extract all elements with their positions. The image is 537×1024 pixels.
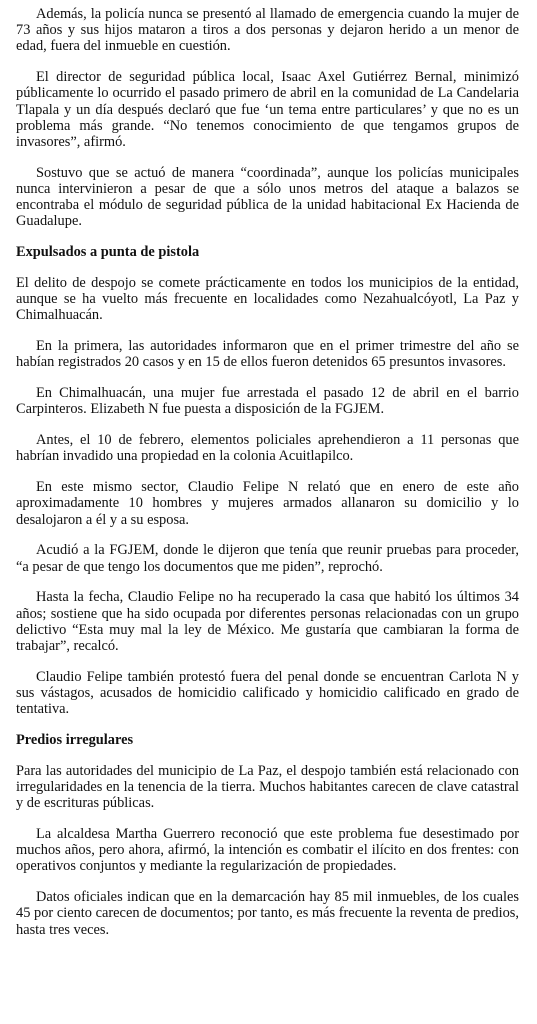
paragraph: En la primera, las autoridades informaron que en el primer trimestre del año se habían registrados 20 casos y en 15 de ellos fueron detenidos 65 presuntos invasores. (16, 338, 519, 371)
paragraph: Acudió a la FGJEM, donde le dijeron que tenía que reunir pruebas para proceder, “a pesar de que tengo los documentos que me piden”, reprochó. (16, 542, 519, 575)
paragraph: Antes, el 10 de febrero, elementos policiales aprehendieron a 11 personas que habrían invadido una propiedad en la colonia Acuitlapilco. (16, 432, 519, 465)
paragraph: En este mismo sector, Claudio Felipe N relató que en enero de este año aproximadamente 10 hombres y mujeres armados allanaron su domicilio y lo desalojaron a él y a su esposa. (16, 479, 519, 528)
section-heading-expulsados: Expulsados a punta de pistola (16, 244, 200, 261)
paragraph: Sostuvo que se actuó de manera “coordinada”, aunque los policías municipales nunca intervinieron a pesar de que a sólo unos metros del ataque a balazos se encontraba el módulo de seguridad pública de la unidad habitacional Ex Hacienda de Guadalupe. (16, 164, 519, 230)
paragraph: El director de seguridad pública local, Isaac Axel Gutiérrez Bernal, minimizó públicamente lo ocurrido el pasado primero de abril en la comunidad de La Candelaria Tlapala y un día después declaró que fue ‘un tema entre particulares’ y que no es un problema más grande. “No tenemos conocimiento de que tengamos grupos de invasores”, afirmó. (16, 69, 519, 151)
paragraph: En Chimalhuacán, una mujer fue arrestada el pasado 12 de abril en el barrio Carpinteros. Elizabeth N fue puesta a disposición de la FGJEM. (16, 385, 519, 418)
article-body (16, 6, 519, 952)
paragraph: Datos oficiales indican que en la demarcación hay 85 mil inmuebles, de los cuales 45 por ciento carecen de documentos; por tanto, es más frecuente la reventa de predios, hasta tres veces. (16, 889, 519, 938)
paragraph: Para las autoridades del municipio de La Paz, el despojo también está relacionado con irregularidades en la tenencia de la tierra. Muchos habitantes carecen de clave catastral y de escrituras públicas. (16, 762, 519, 812)
paragraph: El delito de despojo se comete prácticamente en todos los municipios de la entidad, aunque se ha vuelto más frecuente en localidades como Nezahualcóyotl, La Paz y Chimalhuacán. (16, 275, 519, 324)
paragraph: La alcaldesa Martha Guerrero reconoció que este problema fue desestimado por muchos años, pero ahora, afirmó, la intención es combatir el ilícito en dos frentes: con operativos conjuntos y mediante la regularización de propiedades. (16, 826, 519, 875)
paragraph: Además, la policía nunca se presentó al llamado de emergencia cuando la mujer de 73 años y sus hijos mataron a tiros a dos personas y dejaron herido a un menor de edad, fuera del inmueble en cuestión. (16, 6, 519, 55)
section-heading-predios: Predios irregulares (16, 732, 134, 749)
paragraph: Hasta la fecha, Claudio Felipe no ha recuperado la casa que habitó los últimos 34 años; sostiene que ha sido ocupada por diferentes personas relacionadas con un grupo delictivo “Esta muy mal la ley de México. Me gustaría que cambiaran la forma de trabajar”, recalcó. (16, 589, 519, 655)
paragraph: Claudio Felipe también protestó fuera del penal donde se encuentran Carlota N y sus vástagos, acusados de homicidio calificado y homicidio calificado en grado de tentativa. (16, 668, 519, 718)
